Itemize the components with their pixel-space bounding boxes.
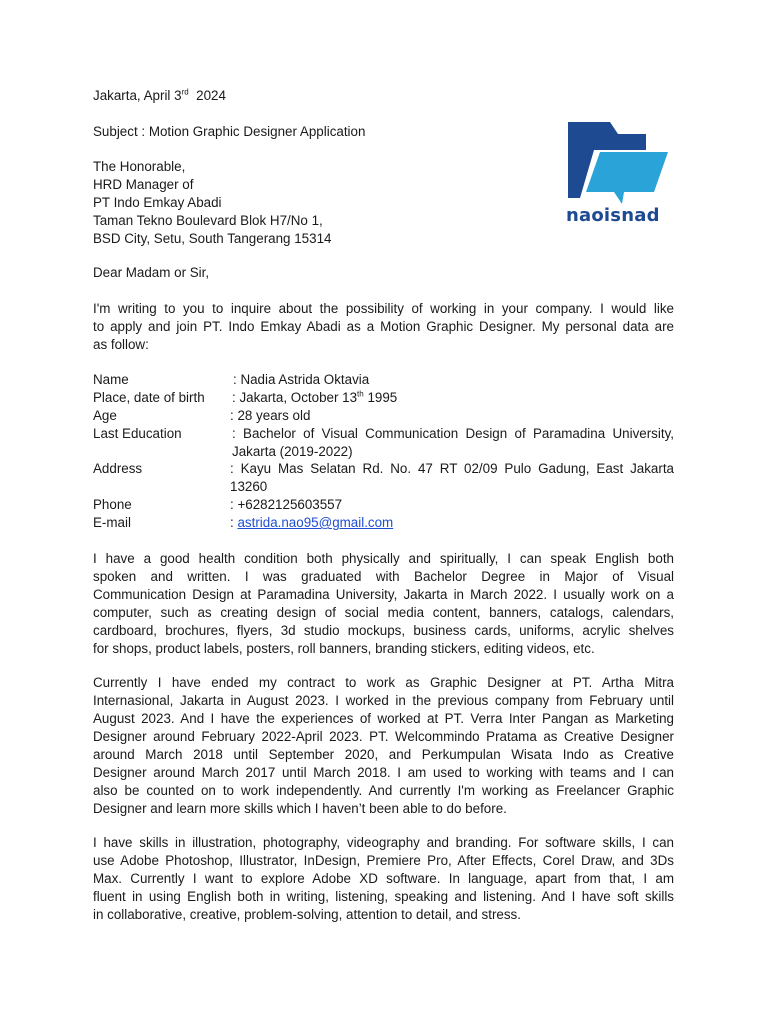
field-label: Last Education — [93, 426, 182, 441]
paragraph-line: cardboard, brochures, flyers, 3d studio mockups, business cards, uniforms, acrylic shelves — [93, 623, 674, 638]
paragraph-line: I have skills in illustration, photography, videography and branding. For software skills, I can — [93, 835, 674, 850]
recipient-line-2: HRD Manager of — [93, 177, 194, 192]
paragraph-line: I have a good health condition both physically and spiritually, I can speak English both — [93, 551, 674, 566]
paragraph-line: around March 2018 until September 2020, and Perkumpulan Wisata Indo as Creative — [93, 747, 674, 762]
logo-wordmark: naoisnad — [566, 205, 660, 226]
recipient-line-5: BSD City, Setu, South Tangerang 15314 — [93, 231, 332, 246]
birth-year: 1995 — [367, 390, 398, 405]
field-value — [230, 496, 674, 514]
field-value — [230, 407, 674, 425]
paragraph-line: Internasional, Jakarta in August 2023. I worked in the previous company from February until — [93, 693, 674, 708]
field-label: E-mail — [93, 515, 131, 530]
letter-date — [93, 87, 226, 105]
intro-line: I'm writing to you to inquire about the possibility of working in your company. I would like — [93, 301, 674, 316]
field-value — [233, 371, 677, 389]
paragraph-line: spoken and written. I was graduated with Bachelor Degree in Major of Visual — [93, 569, 674, 584]
paragraph-line: Designer and learn more skills which I haven’t been able to do before. — [93, 801, 507, 816]
paragraph-line: also be counted on to work independently. And currently I'm working as Freelancer Graphic — [93, 783, 674, 798]
field-value-text — [232, 389, 676, 407]
field-value-text — [230, 514, 674, 532]
recipient-line-1: The Honorable, — [93, 159, 186, 174]
birth-date-text: : Jakarta, October 13 — [232, 390, 358, 405]
field-label: Address — [93, 461, 143, 476]
intro-line: as follow: — [93, 337, 149, 352]
field-value-text: : +6282125603557 — [230, 497, 343, 512]
recipient-line-3: PT Indo Emkay Abadi — [93, 195, 222, 210]
paragraph-line: Currently I have ended my contract to work as Graphic Designer at PT. Artha Mitra — [93, 675, 674, 690]
intro-paragraph — [93, 300, 674, 354]
letter-subject: Subject : Motion Graphic Designer Application — [93, 124, 366, 139]
field-label: Place, date of birth — [93, 390, 205, 405]
paragraph-line: Designer around March 2017 until March 2018. I am used to working with teams and I can — [93, 765, 674, 780]
field-value — [232, 425, 674, 461]
date-year: 2024 — [196, 88, 226, 103]
field-label: Phone — [93, 497, 132, 512]
field-value-text: : Bachelor of Visual Communication Design of Paramadina University, — [232, 426, 674, 441]
paragraph-line: Communication Design at Paramadina University, Jakarta in March 2022. I usually work on a — [93, 587, 674, 602]
date-superscript: rd — [181, 87, 189, 97]
field-value-text: Jakarta (2019-2022) — [232, 444, 353, 459]
email-link[interactable]: astrida.nao95@gmail.com — [237, 515, 394, 530]
health-skills-paragraph — [93, 550, 674, 658]
skills-paragraph — [93, 834, 674, 924]
field-value-text: : Nadia Astrida Oktavia — [233, 372, 370, 387]
paragraph-line: Designer around February 2022-April 2023. PT. Welcommindo Pratama as Creative Designer — [93, 729, 674, 744]
field-value — [230, 460, 674, 496]
field-value — [230, 514, 674, 532]
paragraph-line: fluent in using English both in writing, listening, speaking and listening. And I have soft skills — [93, 889, 674, 904]
experience-paragraph — [93, 674, 674, 818]
paragraph-line: computer, such as creating design of social media content, banners, catalogs, calendars, — [93, 605, 674, 620]
recipient-line-4: Taman Tekno Boulevard Blok H7/No 1, — [93, 213, 323, 228]
paragraph-line: use Adobe Photoshop, Illustrator, InDesign, Premiere Pro, After Effects, Corel Draw, and 3Ds — [93, 853, 674, 868]
birth-date-superscript: th — [357, 389, 364, 399]
paragraph-line: August 2023. And I have the experiences of worked at PT. Verra Inter Pangan as Marketing — [93, 711, 674, 726]
paragraph-line: Max. Currently I want to explore Adobe XD software. In language, apart from that, I am — [93, 871, 674, 886]
paragraph-line: in collaborative, creative, problem-solving, attention to detail, and stress. — [93, 907, 521, 922]
field-label: Name — [93, 372, 129, 387]
salutation: Dear Madam or Sir, — [93, 265, 210, 280]
intro-line: to apply and join PT. Indo Emkay Abadi as a Motion Graphic Designer. My personal data are — [93, 319, 674, 334]
field-value-text: 13260 — [230, 479, 268, 494]
email-colon: : — [230, 515, 238, 530]
field-value-text: : Kayu Mas Selatan Rd. No. 47 RT 02/09 Pulo Gadung, East Jakarta — [230, 461, 674, 476]
date-text: Jakarta, April 3 — [93, 88, 182, 103]
paragraph-line: for shops, product labels, posters, roll banners, branding stickers, editing videos, etc. — [93, 641, 595, 656]
field-value — [232, 389, 676, 407]
field-value-text: : 28 years old — [230, 408, 311, 423]
field-label: Age — [93, 408, 117, 423]
